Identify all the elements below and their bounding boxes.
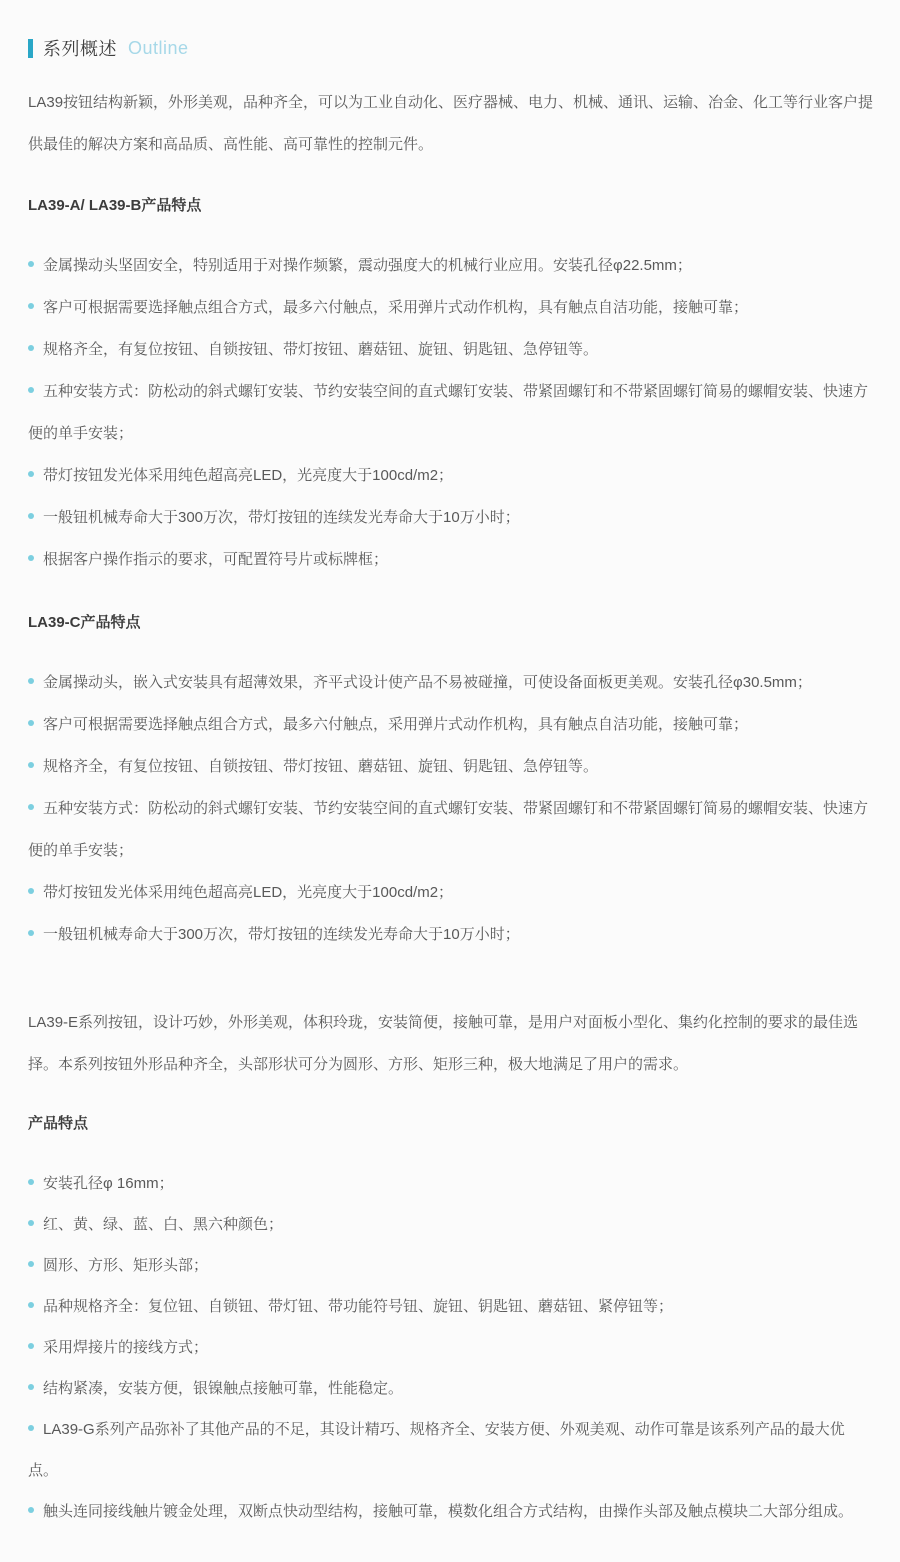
feature-item: [28, 914, 874, 956]
feature-item: [28, 746, 874, 788]
bullet-icon: [28, 1425, 34, 1431]
feature-list-product: [28, 1163, 874, 1532]
feature-list-la39c: [28, 662, 874, 956]
heading-la39c-features: LA39-C产品特点: [28, 614, 141, 631]
feature-text: 采用焊接片的接线方式；: [43, 1339, 209, 1356]
intro-paragraph: LA39按钮结构新颖，外形美观，品种齐全，可以为工业自动化、医疗器械、电力、机械、通讯、运输、冶金、化工等行业客户提供最佳的解决方案和高品质、高性能、高可靠性的控制元件。: [28, 94, 874, 153]
feature-text: 带灯按钮发光体采用纯色超高亮LED，光亮度大于100cd/m2；: [43, 467, 454, 484]
heading-la39ab-features: LA39-A/ LA39-B产品特点: [28, 197, 202, 214]
feature-item: [28, 455, 874, 497]
feature-text: 金属操动头，嵌入式安装具有超薄效果，齐平式设计使产品不易被碰撞，可使设备面板更美观。安装孔径φ30.5mm；: [43, 674, 812, 691]
feature-text: 规格齐全，有复位按钮、自锁按钮、带灯按钮、蘑菇钮、旋钮、钥匙钮、急停钮等。: [43, 758, 599, 775]
feature-text: 安装孔径φ 16mm；: [43, 1175, 174, 1192]
bullet-icon: [28, 555, 34, 561]
feature-item: [28, 704, 874, 746]
bullet-icon: [28, 888, 34, 894]
feature-item: [28, 1163, 874, 1204]
feature-text: 客户可根据需要选择触点组合方式，最多六付触点，采用弹片式动作机构，具有触点自洁功能，接触可靠；: [43, 716, 749, 733]
bullet-icon: [28, 513, 34, 519]
feature-item: [28, 1286, 874, 1327]
feature-text: 一般钮机械寿命大于300万次，带灯按钮的连续发光寿命大于10万小时；: [43, 509, 520, 526]
feature-item: [28, 497, 874, 539]
page-title-cn: 系列概述: [43, 39, 117, 59]
bullet-icon: [28, 303, 34, 309]
feature-item: [28, 1491, 874, 1532]
feature-item: [28, 1204, 874, 1245]
feature-item: [28, 1368, 874, 1409]
feature-item: [28, 1409, 874, 1491]
bullet-icon: [28, 1343, 34, 1349]
feature-text: 红、黄、绿、蓝、白、黑六种颜色；: [43, 1216, 284, 1233]
feature-item: [28, 662, 874, 704]
page-title-en: Outline: [128, 37, 189, 58]
feature-text: 客户可根据需要选择触点组合方式，最多六付触点，采用弹片式动作机构，具有触点自洁功能，接触可靠；: [43, 299, 749, 316]
feature-text: 五种安装方式：防松动的斜式螺钉安装、节约安装空间的直式螺钉安装、带紧固螺钉和不带紧固螺钉简易的螺帽安装、快速方便的单手安装；: [28, 800, 869, 859]
feature-text: 根据客户操作指示的要求，可配置符号片或标牌框；: [43, 551, 389, 568]
bullet-icon: [28, 1220, 34, 1226]
feature-item: [28, 329, 874, 371]
bullet-icon: [28, 804, 34, 810]
page-title: [28, 36, 874, 60]
series-e-paragraph: LA39-E系列按钮，设计巧妙，外形美观，体积玲珑，安装简便，接触可靠，是用户对面板小型化、集约化控制的要求的最佳选择。本系列按钮外形品种齐全，头部形状可分为圆形、方形、矩形三种，极大地满足了用户的需求。: [28, 1014, 859, 1073]
feature-text: 一般钮机械寿命大于300万次，带灯按钮的连续发光寿命大于10万小时；: [43, 926, 520, 943]
feature-text: 圆形、方形、矩形头部；: [43, 1257, 209, 1274]
feature-item: [28, 539, 874, 581]
bullet-icon: [28, 1261, 34, 1267]
bullet-icon: [28, 1507, 34, 1513]
feature-text: 带灯按钮发光体采用纯色超高亮LED，光亮度大于100cd/m2；: [43, 884, 454, 901]
feature-list-la39ab: [28, 245, 874, 581]
bullet-icon: [28, 1179, 34, 1185]
title-accent-bar-icon: [28, 39, 33, 58]
feature-text: 五种安装方式：防松动的斜式螺钉安装、节约安装空间的直式螺钉安装、带紧固螺钉和不带紧固螺钉简易的螺帽安装、快速方便的单手安装；: [28, 383, 869, 442]
feature-text: 结构紧凑，安装方便，银镍触点接触可靠，性能稳定。: [43, 1380, 404, 1397]
feature-item: [28, 1327, 874, 1368]
feature-text: 触头连同接线触片镀金处理，双断点快动型结构，接触可靠，模数化组合方式结构，由操作头部及触点模块二大部分组成。: [43, 1503, 854, 1520]
bullet-icon: [28, 762, 34, 768]
feature-item: [28, 287, 874, 329]
bullet-icon: [28, 1302, 34, 1308]
feature-item: [28, 872, 874, 914]
feature-text: LA39-G系列产品弥补了其他产品的不足，其设计精巧、规格齐全、安装方便、外观美观、动作可靠是该系列产品的最大优点。: [28, 1421, 845, 1479]
bullet-icon: [28, 1384, 34, 1390]
feature-text: 金属操动头坚固安全，特别适用于对操作频繁，震动强度大的机械行业应用。安装孔径φ22.5mm；: [43, 257, 692, 274]
bullet-icon: [28, 345, 34, 351]
bullet-icon: [28, 261, 34, 267]
feature-item: [28, 788, 874, 872]
feature-item: [28, 245, 874, 287]
bullet-icon: [28, 678, 34, 684]
bullet-icon: [28, 720, 34, 726]
bullet-icon: [28, 387, 34, 393]
feature-item: [28, 1245, 874, 1286]
feature-text: 品种规格齐全：复位钮、自锁钮、带灯钮、带功能符号钮、旋钮、钥匙钮、蘑菇钮、紧停钮等；: [43, 1298, 674, 1315]
heading-product-features: 产品特点: [28, 1115, 89, 1132]
feature-item: [28, 371, 874, 455]
bullet-icon: [28, 930, 34, 936]
bullet-icon: [28, 471, 34, 477]
feature-text: 规格齐全，有复位按钮、自锁按钮、带灯按钮、蘑菇钮、旋钮、钥匙钮、急停钮等。: [43, 341, 599, 358]
